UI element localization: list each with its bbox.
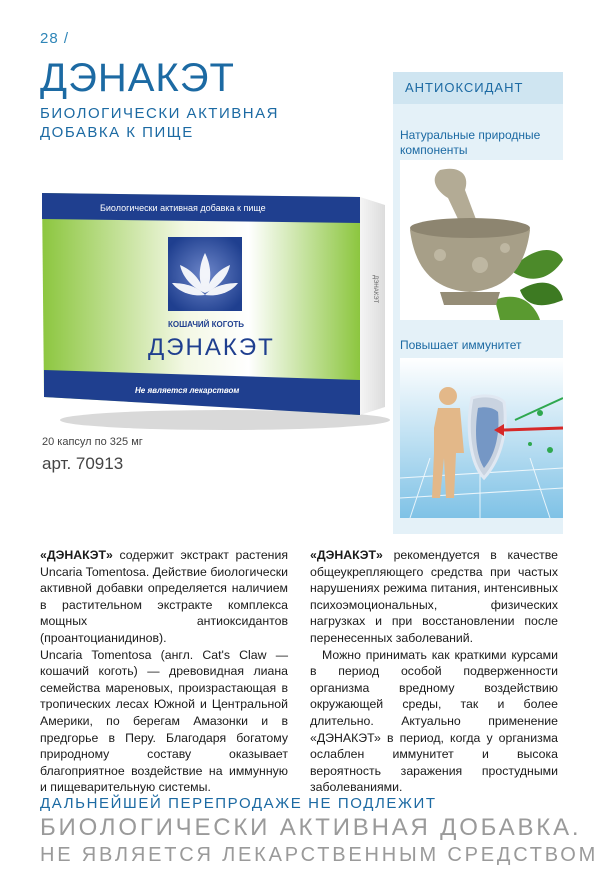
left-paragraph-2: Uncaria Tomentosa (англ. Cat's Claw — кошачий коготь) — древовидная лиана семейства мареновых, произрастающая в тропических лесах Южной и Центральной Америки, по берегам Амазонки и в предгорье в Перу. Благодаря богатому природному составу оказывает благоприятное воздействие на иммунную и пищеварительную системы. [40,647,288,795]
sidebar-heading: АНТИОКСИДАНТ [405,80,524,95]
body-column-left [40,547,288,796]
left-paragraph-1 [40,547,288,647]
box-name: ДЭНАКЭТ [148,334,275,361]
product-name-bold: «ДЭНАКЭТ» [310,548,383,562]
page-title: ДЭНАКЭТ [40,56,235,100]
left-paragraph-1-text: содержит экстракт растения Uncaria Tomentosa. Действие биологически активной добавки определяется наличием в растительном экстракте комплекса мощных антиоксидантов (проантоцианидинов). [40,548,288,645]
not-medicine-notice: НЕ ЯВЛЯЕТСЯ ЛЕКАРСТВЕННЫМ СРЕДСТВОМ [40,844,599,866]
page-number: 28 / [40,30,70,47]
body-column-right [310,547,558,796]
product-name-bold: «ДЭНАКЭТ» [40,548,113,562]
resale-notice: ДАЛЬНЕЙШЕЙ ПЕРЕПРОДАЖЕ НЕ ПОДЛЕЖИТ [40,795,437,812]
product-box-image [40,175,390,435]
article-number: арт. 70913 [42,454,124,473]
immunity-shield-image [400,358,563,518]
svg-text:ДЭНАКЭТ: ДЭНАКЭТ [372,275,378,304]
page-subtitle: БИОЛОГИЧЕСКИ АКТИВНАЯ ДОБАВКА К ПИЩЕ [40,105,279,141]
box-bottom-text: Не является лекарством [135,386,240,395]
mortar-pestle-image [400,160,563,320]
right-paragraph-1 [310,547,558,647]
supplement-notice: БИОЛОГИЧЕСКИ АКТИВНАЯ ДОБАВКА. [40,814,582,841]
sidebar-caption-immunity: Повышает иммунитет [400,338,522,352]
box-small-name: КОШАЧИЙ КОГОТЬ [168,320,245,329]
right-paragraph-2: Можно принимать как краткими курсами в период особой подверженности организма вредному воздействию окружающей среды, так и более длительно. Актуально применение «ДЭНАКЭТ» в период, когда у организма ослаблен иммунитет и высока вероятность заражения простудными заболеваниями. [310,647,558,795]
sidebar-caption-natural: Натуральные природные компоненты [400,128,541,157]
right-paragraph-1-text: рекомендуется в качестве общеукрепляющего средства при частых нарушениях режима питания, интенсивных психоэмоциональных, физических нагрузках и при восстановлении после перенесенных заболеваний. [310,548,558,645]
box-top-text: Биологически активная добавка к пище [100,203,266,213]
pack-info: 20 капсул по 325 мг [42,436,143,448]
